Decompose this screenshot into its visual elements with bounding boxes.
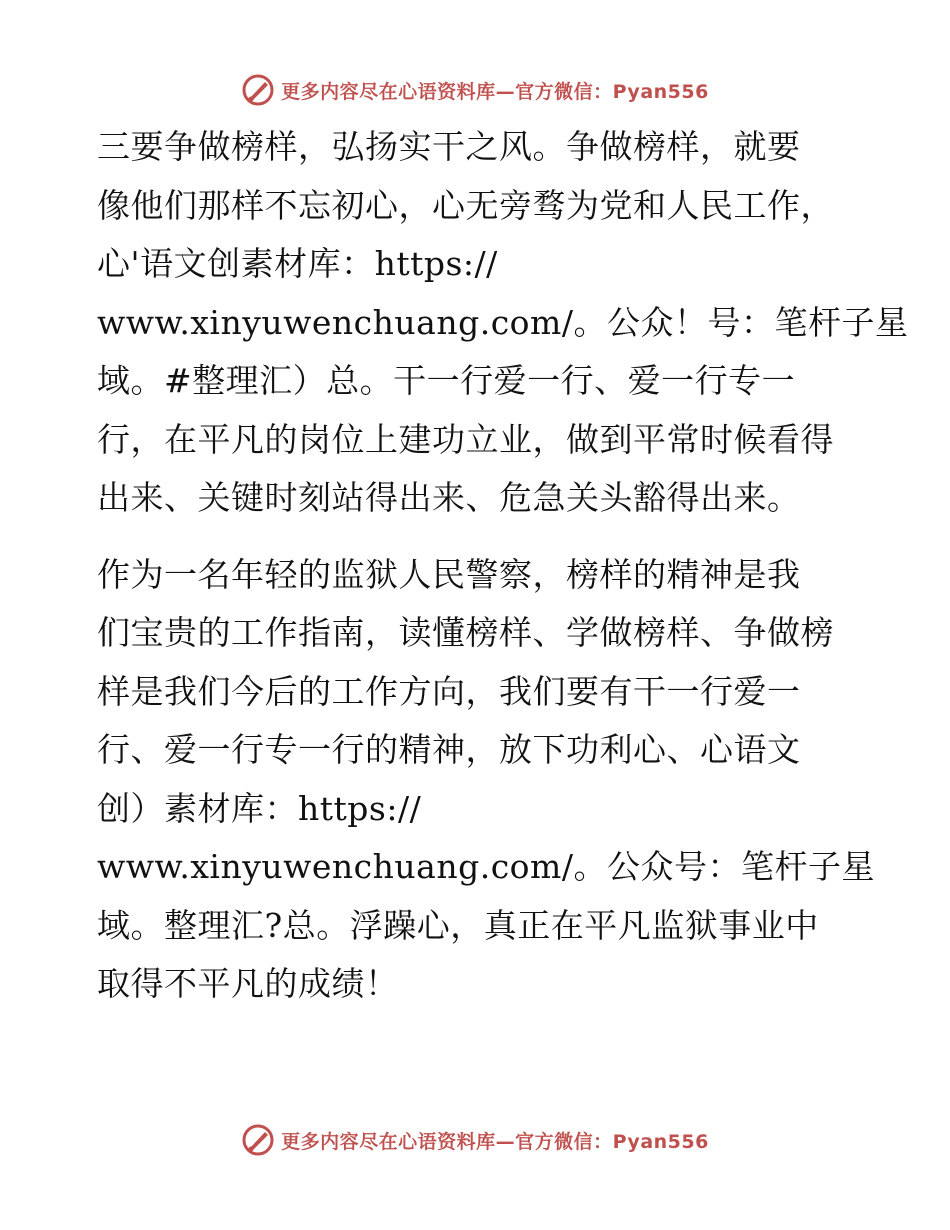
brush-logo-icon	[241, 1123, 275, 1157]
text-line: 心'语文创素材库：https://	[97, 244, 498, 283]
text-line: 们宝贵的工作指南，读懂榜样、学做榜样、争做榜	[97, 613, 834, 652]
text-line: 样是我们今后的工作方向，我们要有干一行爱一	[97, 671, 801, 711]
header-banner-content	[241, 73, 709, 107]
footer-banner-content	[241, 1123, 709, 1157]
text-line: 出来、关键时刻站得出来、危急关头豁得出来。	[97, 478, 801, 517]
text-line: www.xinyuwenchuang.com/。公众号：笔杆子星	[97, 847, 875, 886]
header-banner	[0, 70, 950, 110]
text-line: 像他们那样不忘初心，心无旁骛为党和人民工作，	[97, 185, 834, 225]
text-line: 取得不平凡的成绩！	[97, 964, 399, 1003]
text-line: 行，在平凡的岗位上建功立业，做到平常时候看得	[97, 419, 834, 459]
text-line: 创）素材库：https://	[97, 788, 422, 828]
header-banner-text: 更多内容尽在心语资料库—官方微信：Pyan556	[281, 80, 709, 103]
brush-logo-icon	[241, 73, 275, 107]
paragraph-gap	[97, 528, 867, 546]
document-body	[97, 118, 909, 1014]
text-line: 行、爱一行专一行的精神，放下功利心、心语文	[97, 730, 801, 769]
text-line: 作为一名年轻的监狱人民警察，榜样的精神是我	[97, 554, 801, 594]
text-line: 域。#整理汇）总。干一行爱一行、爱一行专一	[97, 361, 796, 400]
footer-banner	[0, 1120, 950, 1160]
text-line: 域。整理汇?总。浮躁心，真正在平凡监狱事业中	[97, 905, 819, 945]
text-line: 三要争做榜样，弘扬实干之风。争做榜样，就要	[97, 127, 801, 166]
paragraph-2	[97, 546, 875, 1014]
paragraph-1	[97, 118, 909, 528]
footer-banner-text: 更多内容尽在心语资料库—官方微信：Pyan556	[281, 1130, 709, 1153]
text-line: www.xinyuwenchuang.com/。公众！号：笔杆子星	[97, 302, 909, 342]
